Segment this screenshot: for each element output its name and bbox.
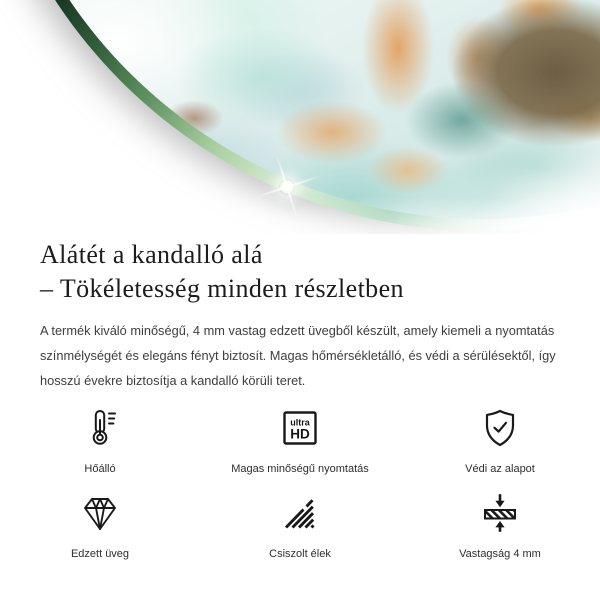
description-block: [0, 238, 600, 393]
ultra-hd-icon: [278, 406, 322, 452]
feature-label: Hőálló: [84, 463, 116, 475]
feature-label: Csiszolt élek: [269, 548, 331, 560]
svg-text:HD: HD: [290, 426, 310, 442]
feature-label: Magas minőségű nyomtatás: [231, 463, 369, 475]
thickness-arrows-icon: [478, 491, 522, 537]
thermometer-icon: [78, 406, 122, 452]
description-line: A termék kiváló minőségű, 4 mm vastag edzett üvegből készült, amely kiemeli a nyomtatás: [40, 323, 555, 338]
feature-thickness: [400, 491, 600, 560]
svg-text:ultra: ultra: [290, 417, 310, 428]
feature-grid: [0, 406, 600, 560]
page-title: [40, 238, 560, 306]
product-image: [0, 0, 600, 234]
feature-polished-edges: [200, 491, 400, 560]
feature-label: Edzett üveg: [70, 548, 130, 560]
title-line-2: – Tökéletesség minden részletben: [40, 274, 404, 303]
feature-heat-resistant: [0, 406, 200, 475]
diamond-icon: [78, 491, 122, 537]
description-line: hosszú évekre biztosítja a kandalló körüli teret.: [40, 373, 306, 388]
shield-check-icon: [478, 406, 522, 452]
polished-edges-icon: [278, 491, 322, 537]
feature-protects-base: [400, 406, 600, 475]
feature-tempered-glass: [0, 491, 200, 560]
description-line: színmélységét és elegáns fényt biztosít. Magas hőmérsékletálló, és védi a sérülésektől, így: [40, 348, 556, 363]
feature-label: Védi az alapot: [465, 463, 535, 475]
title-line-1: Alátét a kandalló alá: [40, 240, 263, 269]
feature-ultra-hd-print: [200, 406, 400, 475]
product-description: [40, 318, 560, 393]
feature-label: Vastagság 4 mm: [459, 548, 541, 560]
